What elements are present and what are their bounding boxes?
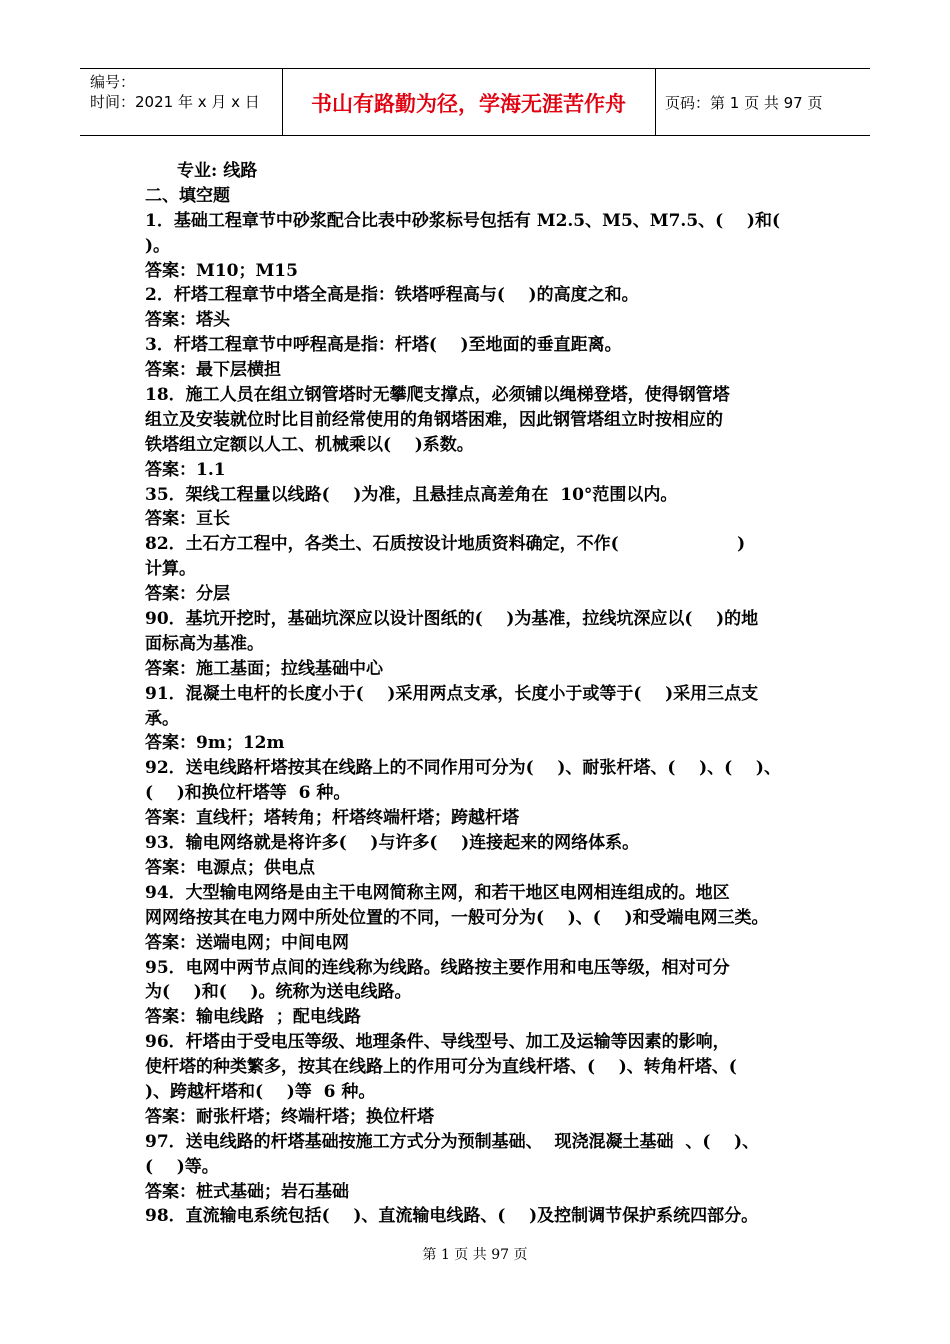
- text-line: 面标高为基准。: [145, 633, 264, 654]
- text-line: 答案：M10；M15: [145, 260, 298, 281]
- text-line: 答案：输电线路 ；配电线路: [145, 1007, 361, 1028]
- text-line: 1．基础工程章节中砂浆配合比表中砂浆标号包括有 M2.5、M5、M7.5、( )和(: [145, 210, 780, 231]
- text-line: 35．架线工程量以线路( )为准，且悬挂点高差角在 10°范围以内。: [145, 484, 678, 505]
- text-line: 95．电网中两节点间的连线称为线路。线路按主要作用和电压等级，相对可分: [145, 957, 730, 978]
- text-line: 答案：亘长: [145, 509, 230, 530]
- header-date: 时间：2021 年 x 月 x 日: [90, 93, 260, 111]
- text-line: 92．送电线路杆塔按其在线路上的不同作用可分为( )、耐张杆塔、( )、( )、: [145, 758, 781, 779]
- text-line: 答案：电源点；供电点: [145, 857, 315, 878]
- text-line: )。: [145, 235, 171, 256]
- text-line: 答案：1.1: [145, 459, 226, 480]
- text-line: 承。: [145, 708, 179, 729]
- text-line: 专业: 线路: [177, 161, 258, 181]
- header-page-info: 页码：第 1 页 共 97 页: [665, 94, 823, 112]
- header-top-rule: [80, 68, 870, 69]
- text-line: 96．杆塔由于受电压等级、地理条件、导线型号、加工及运输等因素的影响，: [145, 1032, 730, 1053]
- text-line: 网网络按其在电力网中所处位置的不同，一般可分为( )、( )和受端电网三类。: [145, 907, 769, 928]
- text-line: 答案：分层: [145, 584, 230, 605]
- text-line: )、跨越杆塔和( )等 6 种。: [145, 1081, 376, 1102]
- header-divider-right: [655, 68, 656, 135]
- header-motto: 书山有路勤为径，学海无涯苦作舟: [311, 91, 626, 116]
- document-body: [145, 159, 810, 1229]
- text-line: 答案：直线杆；塔转角；杆塔终端杆塔；跨越杆塔: [145, 808, 519, 829]
- text-line: 3．杆塔工程章节中呼程高是指：杆塔( )至地面的垂直距离。: [145, 335, 622, 356]
- header-meta: [90, 72, 260, 112]
- text-line: 91．混凝土电杆的长度小于( )采用两点支承，长度小于或等于( )采用三点支: [145, 683, 759, 704]
- text-line: 铁塔组立定额以人工、机械乘以( )系数。: [145, 434, 474, 455]
- text-line: 97．送电线路的杆塔基础按施工方式分为预制基础、 现浇混凝土基础 、( )、: [145, 1131, 760, 1152]
- text-line: 答案：最下层横担: [145, 360, 281, 381]
- text-line: 计算。: [145, 559, 196, 580]
- text-line: 93．输电网络就是将许多( )与许多( )连接起来的网络体系。: [145, 833, 640, 854]
- text-line: 二、填空题: [145, 185, 230, 206]
- text-line: 组立及安装就位时比目前经常使用的角钢塔困难，因此钢管塔组立时按相应的: [145, 409, 723, 430]
- text-line: 答案：塔头: [145, 310, 230, 331]
- text-line: 答案：施工基面；拉线基础中心: [145, 658, 383, 679]
- header-number-label: 编号：: [90, 73, 136, 91]
- page-footer: 第 1 页 共 97 页: [422, 1247, 528, 1263]
- header-bottom-rule: [80, 135, 870, 136]
- text-line: 答案：桩式基础；岩石基础: [145, 1181, 349, 1202]
- text-line: 答案：送端电网；中间电网: [145, 932, 349, 953]
- text-line: 18．施工人员在组立钢管塔时无攀爬支撑点，必须铺以绳梯登塔，使得钢管塔: [145, 385, 730, 406]
- text-line: ( )和换位杆塔等 6 种。: [145, 783, 351, 804]
- text-line: 答案：9m；12m: [145, 733, 285, 754]
- text-line: 98．直流输电系统包括( )、直流输电线路、( )及控制调节保护系统四部分。: [145, 1206, 759, 1227]
- text-line: 2．杆塔工程章节中塔全高是指：铁塔呼程高与( )的高度之和。: [145, 285, 639, 306]
- text-line: 94．大型输电网络是由主干电网简称主网，和若干地区电网相连组成的。地区: [145, 882, 730, 903]
- text-line: 答案：耐张杆塔；终端杆塔；换位杆塔: [145, 1106, 434, 1127]
- text-line: 82．土石方工程中，各类土、石质按设计地质资料确定，不作( ): [145, 534, 746, 555]
- text-line: 使杆塔的种类繁多，按其在线路上的作用可分为直线杆塔、( )、转角杆塔、(: [145, 1057, 737, 1078]
- text-line: ( )等。: [145, 1156, 219, 1177]
- text-line: 为( )和( )。统称为送电线路。: [145, 982, 412, 1003]
- text-line: 90．基坑开挖时，基础坑深应以设计图纸的( )为基准，拉线坑深应以( )的地: [145, 609, 759, 630]
